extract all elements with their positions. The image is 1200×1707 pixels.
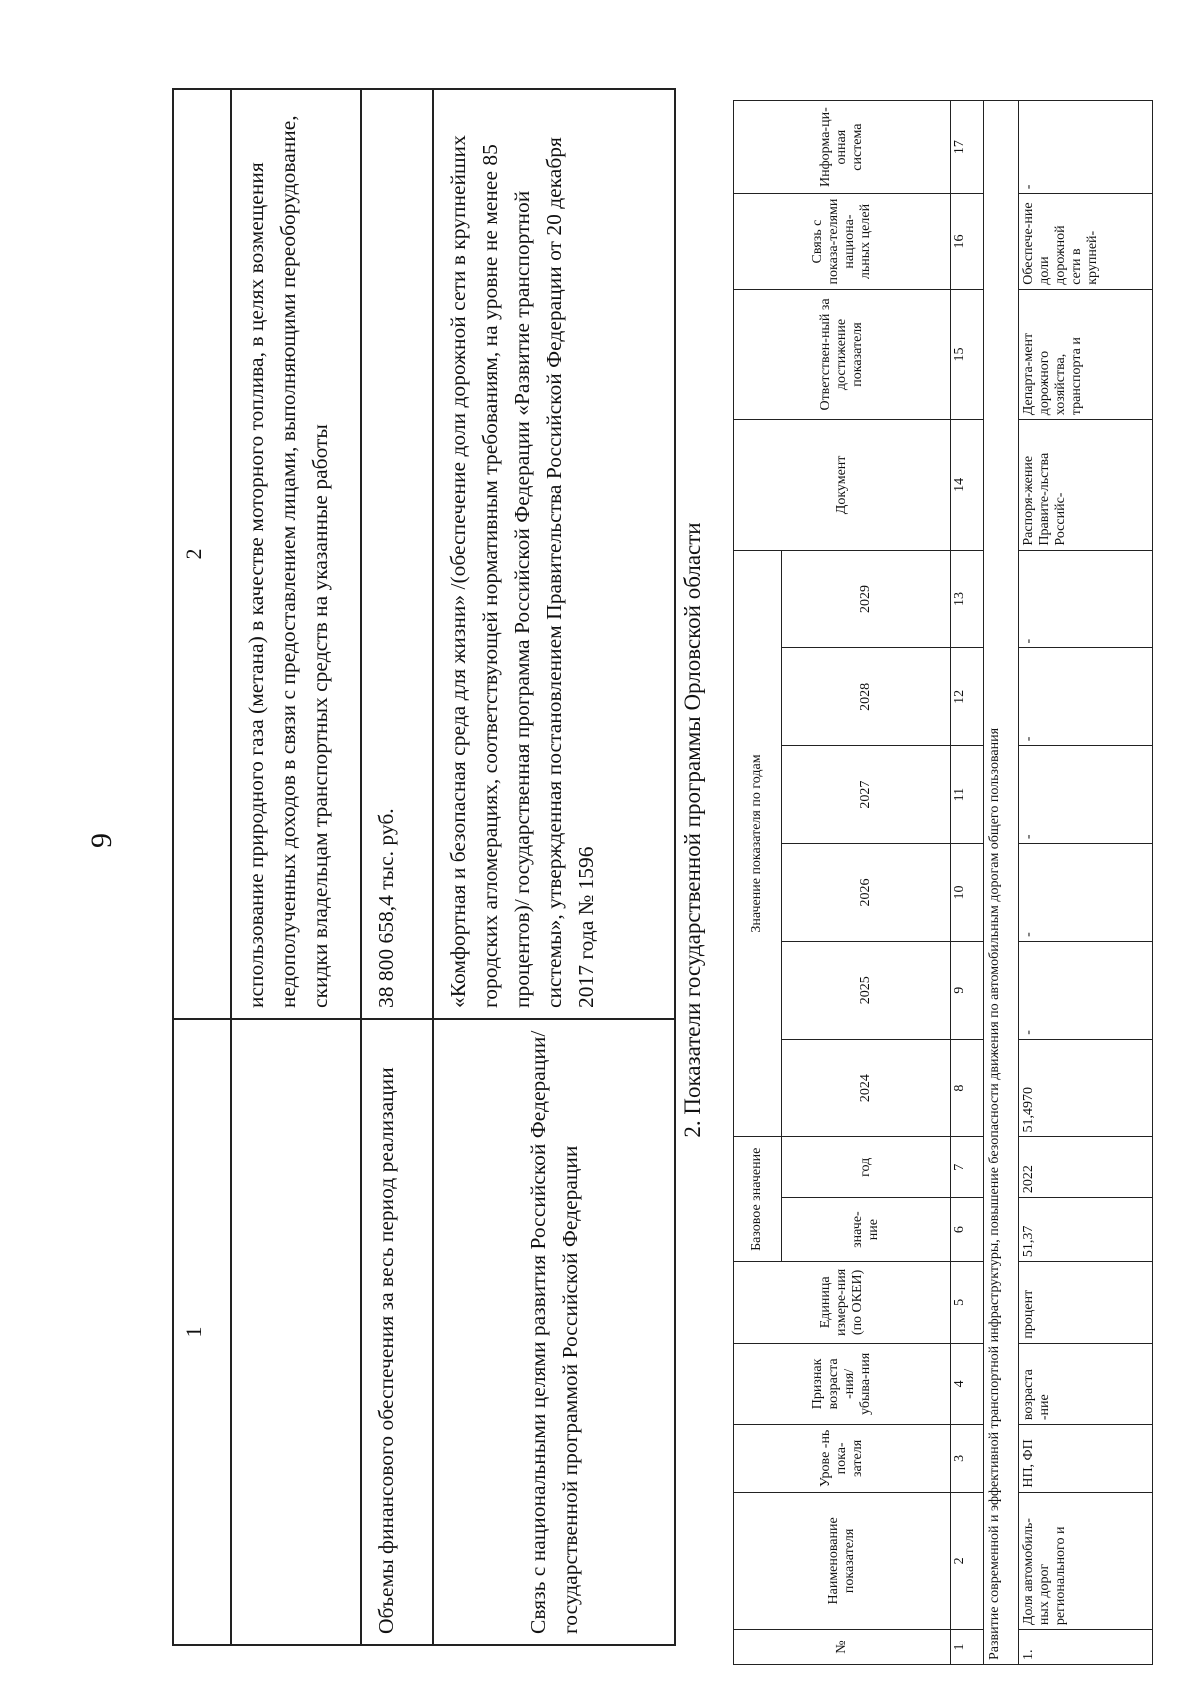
header-sign: Признак возраста -ния/ убыва-ния — [734, 1343, 951, 1425]
passport-row-value: «Комфортная и безопасная среда для жизни» /(обеспечение доли дорожной сети в крупнейших городских агломерациях, соответствующей нормативным требованиям, на уровне не менее 85 процентов)/ государственная программа Российской Федерации «Развитие транспортной системы», утвержденная постановлением Правительства Российской Федерации от 20 декабря 2017 года № 1596 — [433, 89, 675, 1019]
cell-base-value: 51,37 — [1018, 1198, 1152, 1262]
cell-value: - — [1018, 844, 1152, 942]
header-name: Наименование показателя — [734, 1492, 951, 1629]
header-level: Урове -нь пока-зателя — [734, 1425, 951, 1493]
column-number: 4 — [951, 1343, 983, 1425]
column-number: 6 — [951, 1198, 983, 1262]
column-number: 12 — [951, 648, 983, 746]
cell-value: - — [1018, 746, 1152, 844]
column-number: 11 — [951, 746, 983, 844]
cell-responsible: Департа-мент дорожного хозяйства, транспорта и — [1018, 289, 1152, 419]
cell-info: - — [1018, 101, 1152, 194]
cell-base-year: 2022 — [1018, 1137, 1152, 1198]
column-number: 14 — [951, 420, 983, 550]
header-responsible: Ответствен-ный за достижение показателя — [734, 289, 951, 419]
passport-header-1: 1 — [173, 1019, 231, 1645]
column-number: 1 — [951, 1630, 983, 1665]
cell-no: 1. — [1018, 1630, 1152, 1665]
column-number: 5 — [951, 1262, 983, 1344]
passport-table — [172, 88, 676, 1646]
passport-header-2: 2 — [173, 89, 231, 1019]
column-number: 9 — [951, 941, 983, 1039]
header-year: 2026 — [781, 844, 950, 942]
passport-row-label: Объемы финансового обеспечения за весь период реализации — [361, 1019, 433, 1645]
cell-level: НП, ФП — [1018, 1425, 1152, 1493]
header-base-value: значе-ние — [781, 1198, 950, 1262]
header-base-year: год — [781, 1137, 950, 1198]
cell-sign: возраста -ние — [1018, 1343, 1152, 1425]
cell-name: Доля автомобиль-ных дорог регионального и — [1018, 1492, 1152, 1629]
cell-unit: процент — [1018, 1262, 1152, 1344]
column-number: 2 — [951, 1492, 983, 1629]
passport-row-label: Связь с национальными целями развития Российской Федерации/ государственной программой Российской Федерации — [433, 1019, 675, 1645]
column-number: 3 — [951, 1425, 983, 1493]
section-title: 2. Показатели государственной программы Орловской области — [680, 522, 705, 1138]
cell-doc: Распоря-жение Правите-льства Российс- — [1018, 420, 1152, 550]
header-year: 2024 — [781, 1039, 950, 1137]
passport-row-value: использование природного газа (метана) в качестве моторного топлива, в целях возмещения недополученных доходов в связи с предоставлением лицами, выполняющими переоборудование, скидки владельцам транспортных средств на указанные работы — [231, 89, 361, 1019]
passport-row-value: 38 800 658,4 тыс. руб. — [361, 89, 433, 1019]
header-year: 2027 — [781, 746, 950, 844]
cell-value: - — [1018, 550, 1152, 648]
cell-value: - — [1018, 648, 1152, 746]
passport-row-label — [231, 1019, 361, 1645]
page-number: 9 — [85, 833, 118, 848]
indicators-table — [733, 100, 1153, 1665]
column-number: 16 — [951, 194, 983, 289]
header-no: № — [734, 1630, 951, 1665]
column-number: 7 — [951, 1137, 983, 1198]
section-row: Развитие современной и эффективной транспортной инфраструктуры, повышение безопасности движения по автомобильным дорогам общего пользования — [983, 101, 1018, 1665]
column-number: 10 — [951, 844, 983, 942]
column-number: 15 — [951, 289, 983, 419]
column-number: 17 — [951, 101, 983, 194]
header-info: Информа-ци-онная система — [734, 101, 951, 194]
cell-link: Обеспече-ние доли дорожной сети в крупней- — [1018, 194, 1152, 289]
cell-value: 51,4970 — [1018, 1039, 1152, 1137]
header-link: Связь с показа-телями национа-льных целей — [734, 194, 951, 289]
column-number: 8 — [951, 1039, 983, 1137]
header-values: Значение показателя по годам — [734, 550, 782, 1137]
header-doc: Документ — [734, 420, 951, 550]
cell-value: - — [1018, 941, 1152, 1039]
header-year: 2029 — [781, 550, 950, 648]
header-year: 2025 — [781, 941, 950, 1039]
header-unit: Единица измере-ния (по ОКЕИ) — [734, 1262, 951, 1344]
header-base: Базовое значение — [734, 1137, 782, 1262]
header-year: 2028 — [781, 648, 950, 746]
column-number: 13 — [951, 550, 983, 648]
